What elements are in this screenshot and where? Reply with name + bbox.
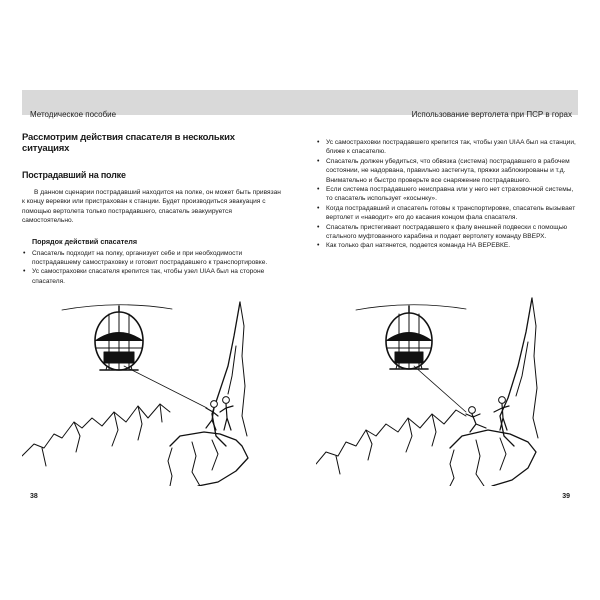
bullet-item: • Когда пострадавший и спасатель готовы к транспортировке, спасатель вызывает вертолет и «наводит» его до касания концом фала спасателя. — [316, 204, 578, 223]
right-bullet-list — [316, 138, 578, 251]
procedure-heading: Порядок действий спасателя — [32, 236, 138, 246]
running-header-left: Методическое пособие — [30, 110, 117, 119]
helicopter-cable-attach-illustration — [316, 296, 578, 486]
bullet-item: • Ус самостраховки спасателя крепится так, чтобы узел UIAA был на стороне спасателя. — [22, 267, 284, 286]
bullet-item: • Спасатель пристегивает пострадавшего к фалу внешней подвески с помощью стального муфтованного карабина и подает вертолету команду ВВЕРХ. — [316, 223, 578, 242]
scenario-paragraph: В данном сценарии пострадавший находится на полке, он может быть привязан к концу веревки или пристрахован к станции. Будет производиться эвакуация с помощью вертолета только пострадавшего, спасатель эвакуируется самостоятельно. — [22, 189, 281, 225]
bullet-item: • Если система пострадавшего неисправна или у него нет страховочной системы, то спасатель использует «косынку». — [316, 185, 578, 204]
running-header-right: Использование вертолета при ПСР в горах — [411, 110, 572, 119]
section-heading: Рассмотрим действия спасателя в нескольких ситуациях — [22, 132, 235, 154]
bullet-item: • Как только фал натянется, подается команда НА ВЕРЕВКЕ. — [316, 241, 578, 250]
bullet-item: • Спасатель подходит на полку, организует себе и при необходимости пострадавшему самостраховку и готовит пострадавшего к транспортировке. — [22, 249, 284, 268]
page-number-left: 38 — [30, 493, 38, 500]
bullet-item: • Ус самостраховки пострадавшего крепится так, чтобы узел UIAA был на станции, ближе к спасателю. — [316, 138, 578, 157]
page-number-right: 39 — [562, 493, 570, 500]
helicopter-ledge-rescue-illustration — [22, 296, 284, 486]
left-bullet-list — [22, 249, 284, 287]
bullet-item: • Спасатель должен убедиться, что обвязка (система) пострадавшего в рабочем состоянии, не надорвана, правильно застегнута, пряжки заблокированы и т.д. Внимательно и быстро проверьте все снаряжение пострадавшего. — [316, 157, 578, 185]
subsection-heading: Пострадавший на полке — [22, 170, 126, 180]
